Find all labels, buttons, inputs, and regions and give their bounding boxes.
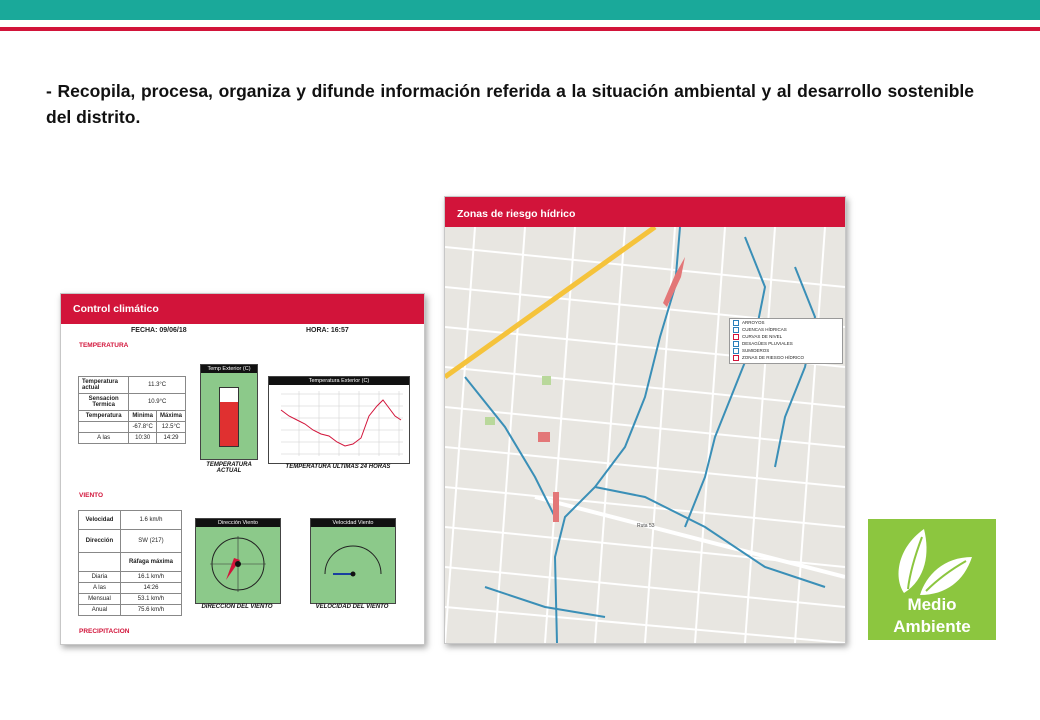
medio-ambiente-logo [868,519,996,640]
thermometer-fill [220,402,238,446]
annual-value: 75.6 km/h [120,605,181,616]
compass-caption: DIRECCION DEL VIENTO [201,604,273,610]
top-teal-band [0,0,1040,20]
legend-item[interactable] [730,333,842,340]
compass-dial [196,528,280,602]
gust-label: Ráfaga máxima [120,553,181,572]
chart-caption: TEMPERATURA ULTIMAS 24 HORAS [285,464,391,470]
daily-label: Diaria [79,572,121,583]
temperature-table [78,376,186,444]
climate-date: FECHA: 09/06/18 [131,327,187,334]
thermometer-tube [219,387,239,447]
temperature-gauge [200,364,258,460]
legend-item-label: CUENCAS HÍDRICAS [742,327,787,332]
legend-swatch-icon [733,341,739,347]
speed-caption: VELOCIDAD DEL VIENTO [315,604,389,610]
max-value: 12.5°C [156,422,185,433]
logo-text-line2: Ambiente [893,617,971,636]
risk-zone-south [553,492,559,522]
temperature-24h-chart [268,376,410,464]
empty-cell [79,553,121,572]
legend-item[interactable] [730,319,842,326]
compass-title: Dirección Viento [196,519,280,527]
max-label: Máxima [156,411,185,422]
chart-title: Temperatura Exterior (C) [269,377,409,385]
temp-actual-value: 11.3°C [129,377,186,394]
legend-swatch-icon [733,320,739,326]
logo-text-line1: Medio [907,595,957,614]
min-time: 10:30 [129,433,157,444]
legend-item[interactable] [730,354,842,361]
risk-zone-center [538,432,550,442]
street-map [445,227,845,643]
gust-time-label: A las [79,583,121,594]
speed-dial [311,528,395,602]
water-risk-map-panel [444,196,846,644]
sensation-value: 10.9°C [129,394,186,411]
temp-actual-label: Temperatura actual [79,377,129,394]
legend-item-label: ZONAS DE RIESGO HÍDRICO [742,355,805,360]
monthly-label: Mensual [79,594,121,605]
map-place-label: Ruta 53 [637,523,655,529]
wind-table [78,510,182,616]
legend-swatch-icon [733,355,739,361]
legend-item-label: SUMIDEROS [742,348,770,353]
climate-time: HORA: 16:57 [306,327,349,334]
chart-plot [269,386,409,462]
legend-item[interactable] [730,340,842,347]
wind-direction-gauge [195,518,281,604]
wind-speed-gauge [310,518,396,604]
monthly-value: 53.1 km/h [120,594,181,605]
annual-label: Anual [79,605,121,616]
min-value: -67.8°C [129,422,157,433]
speed-title: Velocidad Viento [311,519,395,527]
temperature-section-label: TEMPERATURA [79,342,129,349]
legend-item-label: ARROYOS [742,320,765,325]
climate-control-panel [60,293,425,645]
wind-speed-label: Velocidad [79,511,121,530]
precipitation-section-label: PRECIPITACION [79,628,130,635]
top-red-rule [0,27,1040,31]
risk-zone-north [663,257,685,307]
legend-swatch-icon [733,327,739,333]
legend-swatch-icon [733,348,739,354]
intro-paragraph: - Recopila, procesa, organiza y difunde información referida a la situación ambiental y al desarrollo sostenible del distrito. [46,81,974,127]
temp-label: Temperatura [79,411,129,422]
sensation-label: Sensacion Termica [79,394,129,411]
legend-item[interactable] [730,347,842,354]
empty-cell [79,422,129,433]
gust-time-value: 14:26 [120,583,181,594]
leaf-icon [868,523,996,601]
legend-list [730,319,842,361]
legend-item[interactable] [730,326,842,333]
gauge-title: Temp Exterior (C) [201,365,257,373]
map-panel-title: Zonas de riesgo hídrico [445,197,845,227]
wind-direction-value: SW (217) [120,530,181,553]
wind-section-label: VIENTO [79,492,104,499]
min-label: Minima [129,411,157,422]
alas-label: A las [79,433,129,444]
wind-speed-value: 1.6 km/h [120,511,181,530]
max-time: 14:29 [156,433,185,444]
gauge-caption: TEMPERATURA ACTUAL [206,462,252,474]
map-canvas[interactable] [445,227,845,643]
daily-value: 16.1 km/h [120,572,181,583]
legend-swatch-icon [733,334,739,340]
wind-direction-label: Dirección [79,530,121,553]
legend-item-label: CURVAS DE NIVEL [742,334,783,339]
legend-item-label: DESAGÜES PLUVIALES [742,341,793,346]
climate-panel-title: Control climático [61,294,424,324]
map-legend[interactable] [729,318,843,364]
